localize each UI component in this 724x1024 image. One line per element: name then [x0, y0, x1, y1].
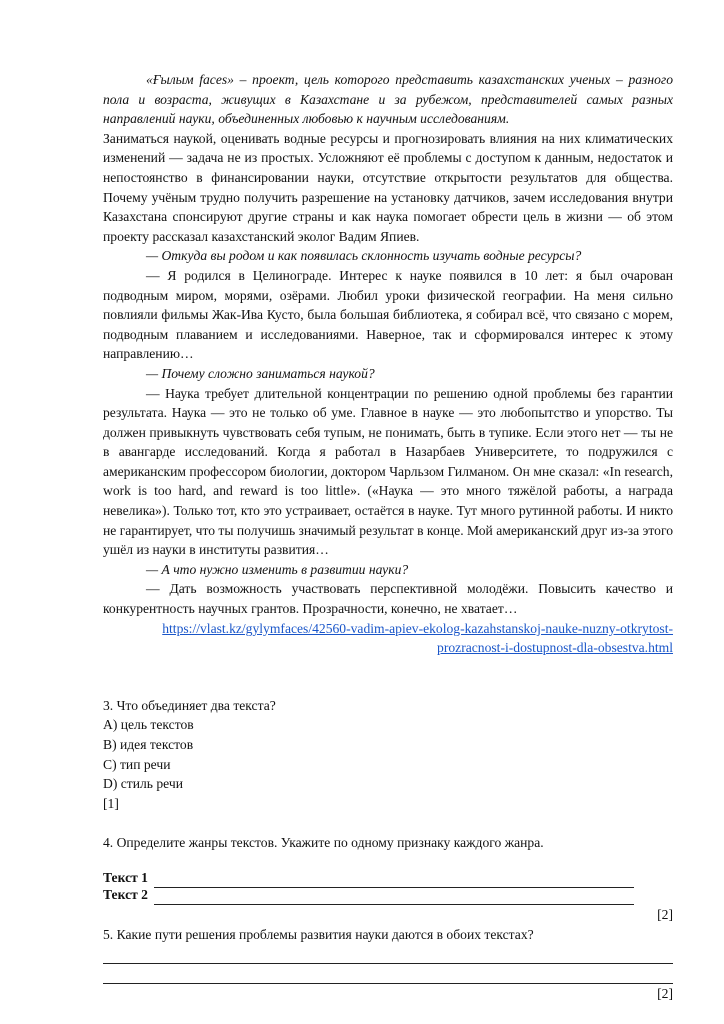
text-2-label: Текст 2: [103, 887, 148, 903]
interview-question: — Откуда вы родом и как появилась склонность изучать водные ресурсы?: [146, 248, 582, 264]
task-3-option-b: B) идея текстов: [103, 737, 194, 752]
task-3-mark: [1]: [103, 795, 119, 811]
task-3-option-a: A) цель текстов: [103, 717, 194, 733]
source-link-line1[interactable]: https://vlast.kz/gylymfaces/42560-vadim-apiev-ekolog-kazahstanskoj-nauke-nuzny-otkrytost-: [162, 620, 673, 636]
document-page: [103, 70, 673, 1004]
interview-answer: — Наука требует длительной концентрации по решению одной проблемы без гарантии результата. Наука — это не только об уме. Главное в науке — это любопытство и упорство. Ты должен привыкнуть чувствовать себя тупым, не понимать, быть в тупике. Если этого нет — ты не в авангарде исследований. Когда я работал в Назарбаев Университете, то подружился с американским профессором биологии, доктором Чарльзом Гилманом. Он мне сказал: «In research, work is too hard, and reward is too little». («Наука — это много тяжёлой работы, а награда невелика»). Только тот, кто это устраивает, остаётся в науке. Тут много рутинной работы. И никто не гарантирует, что ты получишь значимый результат в конце. Мой американский друг из-за этого ушёл из науки в институты развития…: [103, 385, 673, 558]
text-1-answer-line[interactable]: [154, 874, 634, 888]
task-3-option-d: D) стиль речи: [103, 776, 183, 792]
interview-question: — А что нужно изменить в развитии науки?: [146, 561, 409, 577]
source-link[interactable]: [103, 619, 673, 658]
task-5-answer-line-1[interactable]: [103, 944, 673, 964]
source-link-line2[interactable]: prozracnost-i-dostupnost-dla-obsestva.html: [437, 640, 673, 656]
text-2-field[interactable]: [103, 888, 673, 905]
task-4: [103, 833, 673, 924]
task-4-question: 4. Определите жанры текстов. Укажите по одному признаку каждого жанра.: [103, 835, 544, 851]
task-5: [103, 925, 673, 1004]
task-5-question: 5. Какие пути решения проблемы развития науки даются в обоих текстах?: [103, 926, 534, 942]
text-1-field[interactable]: [103, 871, 673, 888]
task-3: [103, 696, 673, 814]
intro-paragraph: «Ғылым faces» – проект, цель которого представить казахстанских ученых – разного пола и возраста, живущих в Казахстане и за рубежом, представителей самых разных направлений науки, объединенных любовью к научным исследованиям.: [103, 72, 673, 127]
interview-answer: — Дать возможность участвовать перспективной молодёжи. Повысить качество и конкурентность научных грантов. Прозрачности, конечно, не хватает…: [103, 581, 673, 617]
task-3-question: 3. Что объединяет два текста?: [103, 697, 276, 713]
task-5-answer-line-2[interactable]: [103, 964, 673, 984]
text-2-answer-line[interactable]: [154, 891, 634, 905]
body-paragraph: Заниматься наукой, оценивать водные ресурсы и прогнозировать влияния на них климатических изменений — задача не из простых. Усложняют её проблемы с доступом к данным, недостаток и непостоянство в финансировании науки, отсутствие открытости результатов для общества. Почему учёным трудно получить разрешение на установку датчиков, зачем исследования внутри Казахстана спонсируют другие страны и как наука помогает обрести цель в жизни — об этом проекту рассказал казахстанский эколог Вадим Япиев.: [103, 130, 673, 244]
interview-question: — Почему сложно заниматься наукой?: [146, 365, 375, 381]
text-1-label: Текст 1: [103, 870, 148, 886]
interview-answer: — Я родился в Целинограде. Интерес к науке появился в 10 лет: я был очарован подводным миром, морями, озёрами. Любил уроки физической географии. На меня сильно повлияли фильмы Жак-Ива Кусто, была большая библиотека, я собирал всё, что связано с морем, подводным плаванием и исследованиями. Наверное, так и сформировался интерес к этому направлению…: [103, 267, 673, 362]
task-5-mark: [2]: [657, 986, 673, 1002]
task-3-option-c: C) тип речи: [103, 756, 171, 772]
task-4-mark: [2]: [657, 906, 673, 922]
